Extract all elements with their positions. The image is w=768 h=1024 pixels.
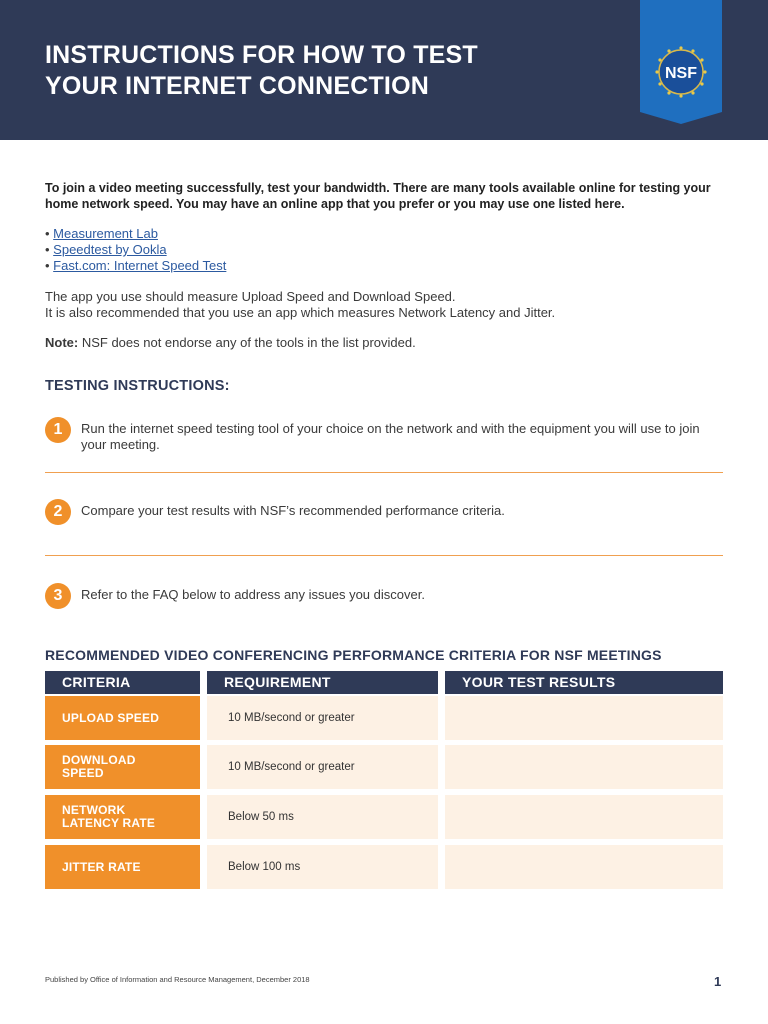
note-label: Note: bbox=[45, 335, 79, 350]
criteria-label: NETWORK LATENCY RATE bbox=[62, 803, 156, 830]
result-cell-latency[interactable] bbox=[445, 795, 723, 839]
column-header-requirement: REQUIREMENT bbox=[207, 671, 438, 694]
criteria-cell-download bbox=[45, 745, 200, 789]
link-speedtest-ookla[interactable]: Speedtest by Ookla bbox=[53, 242, 167, 257]
criteria-cell-upload: UPLOAD SPEED bbox=[45, 696, 200, 740]
nsf-logo-text: NSF bbox=[665, 65, 697, 82]
note-paragraph bbox=[45, 335, 735, 351]
page-title-line-1: INSTRUCTIONS FOR HOW TO TEST bbox=[45, 41, 478, 69]
divider bbox=[45, 472, 723, 473]
criteria-title: RECOMMENDED VIDEO CONFERENCING PERFORMANCE CRITERIA FOR NSF MEETINGS bbox=[45, 647, 662, 663]
page-number: 1 bbox=[714, 974, 722, 989]
criteria-cell-latency bbox=[45, 795, 200, 839]
page-header bbox=[0, 0, 768, 140]
list-item: • Fast.com: Internet Speed Test bbox=[45, 258, 227, 273]
requirement-cell-jitter: Below 100 ms bbox=[207, 845, 438, 889]
list-item: • Measurement Lab bbox=[45, 226, 158, 241]
column-header-results: YOUR TEST RESULTS bbox=[445, 671, 723, 694]
step-number-badge: 2 bbox=[45, 499, 71, 525]
step-number-badge: 1 bbox=[45, 417, 71, 443]
result-cell-download[interactable] bbox=[445, 745, 723, 789]
link-measurement-lab[interactable]: Measurement Lab bbox=[53, 226, 158, 241]
page-title-line-2: YOUR INTERNET CONNECTION bbox=[45, 72, 429, 100]
list-item: • Speedtest by Ookla bbox=[45, 242, 167, 257]
link-fast-com[interactable]: Fast.com: Internet Speed Test bbox=[53, 258, 227, 273]
page-title bbox=[45, 40, 605, 102]
requirement-cell-download: 10 MB/second or greater bbox=[207, 745, 438, 789]
measure-paragraph bbox=[45, 289, 735, 321]
step-text: Refer to the FAQ below to address any issues you discover. bbox=[81, 587, 425, 602]
column-header-criteria: CRITERIA bbox=[45, 671, 200, 694]
result-cell-jitter[interactable] bbox=[445, 845, 723, 889]
measure-line-1: The app you use should measure Upload Speed and Download Speed. bbox=[45, 289, 456, 304]
criteria-label: DOWNLOAD SPEED bbox=[62, 753, 136, 780]
requirement-cell-latency: Below 50 ms bbox=[207, 795, 438, 839]
step-number-badge: 3 bbox=[45, 583, 71, 609]
tool-links-list bbox=[45, 226, 226, 274]
intro-paragraph: To join a video meeting successfully, test your bandwidth. There are many tools available online for testing your home network speed. You may have an online app that you prefer or you may use one listed here. bbox=[45, 181, 711, 211]
divider bbox=[45, 555, 723, 556]
note-text: NSF does not endorse any of the tools in the list provided. bbox=[78, 335, 416, 350]
step-text: Run the internet speed testing tool of your choice on the network and with the equipment you will use to join your meeting. bbox=[81, 421, 700, 452]
result-cell-upload[interactable] bbox=[445, 696, 723, 740]
measure-line-2: It is also recommended that you use an app which measures Network Latency and Jitter. bbox=[45, 305, 556, 320]
step-text: Compare your test results with NSF’s recommended performance criteria. bbox=[81, 503, 505, 518]
criteria-cell-jitter: JITTER RATE bbox=[45, 845, 200, 889]
testing-instructions-title: TESTING INSTRUCTIONS: bbox=[45, 378, 230, 394]
nsf-logo-badge bbox=[640, 0, 722, 124]
footer-published: Published by Office of Information and Resource Management, December 2018 bbox=[45, 975, 310, 984]
requirement-cell-upload: 10 MB/second or greater bbox=[207, 696, 438, 740]
